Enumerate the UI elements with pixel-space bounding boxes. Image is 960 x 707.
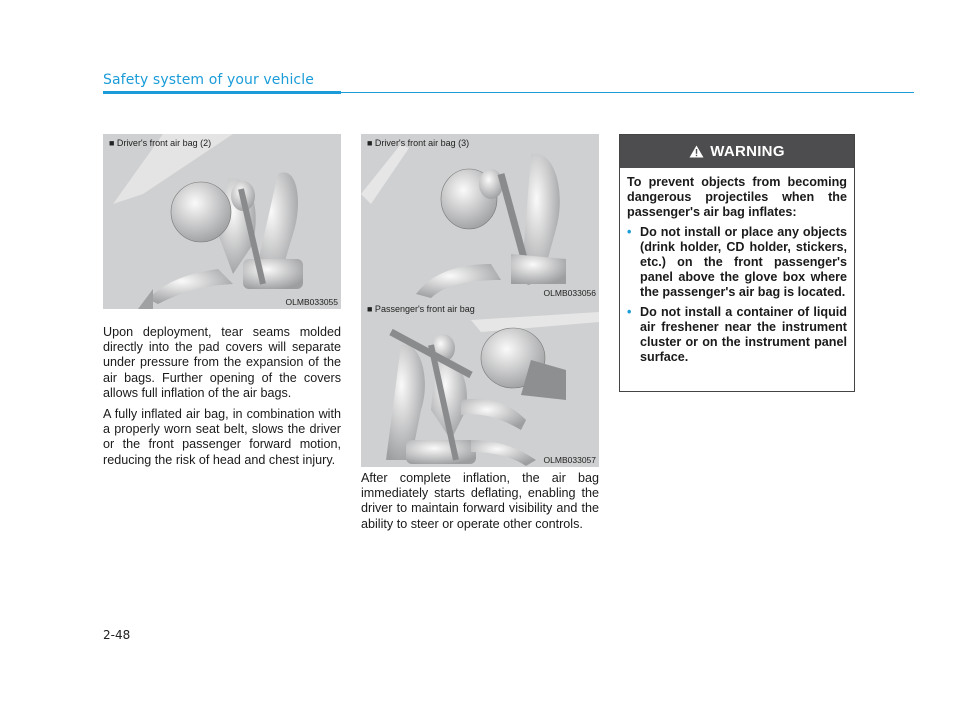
paragraph-deployment: Upon deployment, tear seams molded directly into the pad covers will separate under pressure from the expansion of the air bags. Further opening of the covers allows full inflation of the air bags. — [103, 325, 341, 400]
header-rule-thick — [103, 91, 341, 94]
paragraph-deflation: After complete inflation, the air bag immediately starts deflating, enabling the driver to maintain forward visibility and the ability to steer or operate other controls. — [361, 471, 599, 531]
figure-passenger-airbag — [361, 300, 599, 467]
left-column-text — [103, 325, 341, 468]
warning-triangle-icon — [689, 145, 704, 158]
warning-list — [627, 225, 847, 366]
section-title: Safety system of your vehicle — [103, 72, 314, 88]
warning-box — [619, 134, 855, 392]
bullet-icon: • — [627, 304, 632, 319]
driver-airbag-deflating-illustration — [361, 134, 599, 300]
figure-code: OLMB033057 — [543, 455, 596, 465]
figure-caption: ■ Driver's front air bag (2) — [109, 138, 212, 148]
figure-driver-airbag-3 — [361, 134, 599, 300]
figure-code: OLMB033055 — [285, 297, 338, 307]
figure-caption: ■ Passenger's front air bag — [367, 304, 475, 314]
warning-item-text: Do not install or place any objects (drink holder, CD holder, stickers, etc.) on the front passenger's panel above the glove box where the passenger's air bag is located. — [640, 224, 847, 300]
middle-column-text — [361, 471, 599, 532]
warning-item-text: Do not install a container of liquid air freshener near the instrument cluster or on the instrument panel surface. — [640, 304, 847, 365]
header-rule-thin — [341, 92, 914, 93]
figure-caption: ■ Driver's front air bag (3) — [367, 138, 470, 148]
warning-item — [627, 305, 847, 366]
warning-header — [620, 135, 854, 168]
passenger-airbag-illustration — [361, 300, 599, 467]
driver-airbag-illustration — [103, 134, 341, 309]
warning-item — [627, 225, 847, 301]
figure-code: OLMB033056 — [543, 288, 596, 298]
warning-intro: To prevent objects from becoming dangerous projectiles when the passenger's air bag inflates: — [627, 175, 847, 220]
bullet-icon: • — [627, 224, 632, 239]
figure-driver-airbag-2 — [103, 134, 341, 309]
paragraph-inflated: A fully inflated air bag, in combination with a properly worn seat belt, slows the driver or the front passenger forward motion, reducing the risk of head and chest injury. — [103, 407, 341, 467]
warning-title: WARNING — [710, 143, 785, 160]
warning-body — [620, 168, 854, 365]
page-number: 2-48 — [103, 628, 131, 642]
